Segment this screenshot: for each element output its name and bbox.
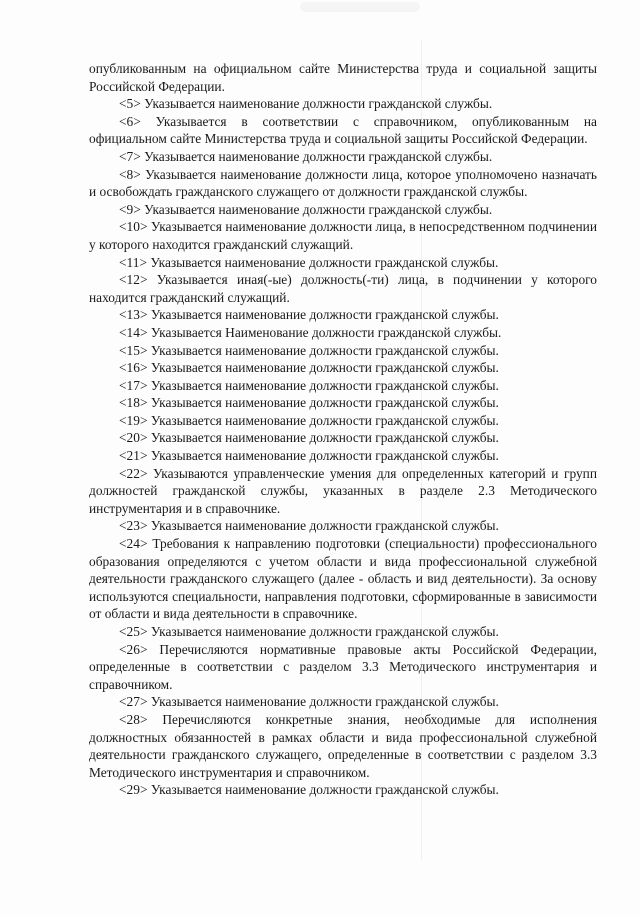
footnote-14: <14> Указывается Наименование должности гражданской службы. xyxy=(119,324,502,340)
footnote-23: <23> Указывается наименование должности гражданской службы. xyxy=(119,518,499,534)
footnote-26: <26> Перечисляются нормативные правовые акты Российской Федерации, определенные в соответствии с разделом 3.3 Методического инструментария и справочником. xyxy=(89,641,597,692)
footnote-6: <6> Указывается в соответствии с справочником, опубликованным на официальном сайте Министерства труда и социальной защиты Российской Федерации. xyxy=(89,113,597,147)
footnote-10: <10> Указывается наименование должности лица, в непосредственном подчинении у которого находится гражданский служащий. xyxy=(89,219,597,252)
footnote-7: <7> Указывается наименование должности гражданской службы. xyxy=(119,148,493,164)
footnote-28: <28> Перечисляются конкретные знания, необходимые для исполнения должностных обязанностей в рамках области и вида профессиональной служебной деятельности гражданского служащего, определенные в соответствии с разделом 3.3 Методического инструментария и справочником. xyxy=(89,711,597,780)
footnote-18: <18> Указывается наименование должности гражданской службы. xyxy=(119,395,499,411)
footnote-11: <11> Указывается наименование должности гражданской службы. xyxy=(119,254,499,270)
footnote-19: <19> Указывается наименование должности гражданской службы. xyxy=(119,412,499,428)
footnote-21: <21> Указывается наименование должности гражданской службы. xyxy=(119,448,499,464)
footnote-12: <12> Указывается иная(-ые) должность(-ти) лица, в подчинении у которого находится гражданский служащий. xyxy=(89,272,597,305)
footnote-25: <25> Указывается наименование должности гражданской службы. xyxy=(119,624,499,639)
footnote-24: <24> Требования к направлению подготовки (специальности) профессионального образования определяются с учетом области и вида профессиональной служебной деятельности гражданского служащего (далее - область и вид деятельности). За основу используются специальности, направления подготовки, сформированные в зависимости от области и вида деятельности в справочнике. xyxy=(89,536,597,622)
footnote-8: <8> Указывается наименование должности лица, которое уполномочено назначать и освобождать гражданского служащего от должности гражданской службы. xyxy=(89,166,597,200)
scan-smudge xyxy=(300,2,420,12)
footnote-17: <17> Указывается наименование должности гражданской службы. xyxy=(119,377,499,393)
footnote-29: <29> Указывается наименование должности гражданской службы. xyxy=(119,782,499,798)
footnote-16: <16> Указывается наименование должности гражданской службы. xyxy=(119,360,499,376)
footnote-5: <5> Указывается наименование должности гражданской службы. xyxy=(119,96,493,112)
footnote-continuation: опубликованным на официальном сайте Министерства труда и социальной защиты Российской Федерации. xyxy=(89,61,597,94)
footnote-13: <13> Указывается наименование должности гражданской службы. xyxy=(119,307,499,323)
document-body xyxy=(89,60,597,799)
footnote-22: <22> Указываются управленческие умения для определенных категорий и групп должностей гражданской службы, указанных в разделе 2.3 Методического инструментария и в справочнике. xyxy=(89,465,597,516)
footnote-9: <9> Указывается наименование должности гражданской службы. xyxy=(119,201,493,217)
footnote-15: <15> Указывается наименование должности гражданской службы. xyxy=(119,342,499,358)
footnote-20: <20> Указывается наименование должности гражданской службы. xyxy=(119,430,499,446)
footnote-27: <27> Указывается наименование должности гражданской службы. xyxy=(119,694,499,710)
